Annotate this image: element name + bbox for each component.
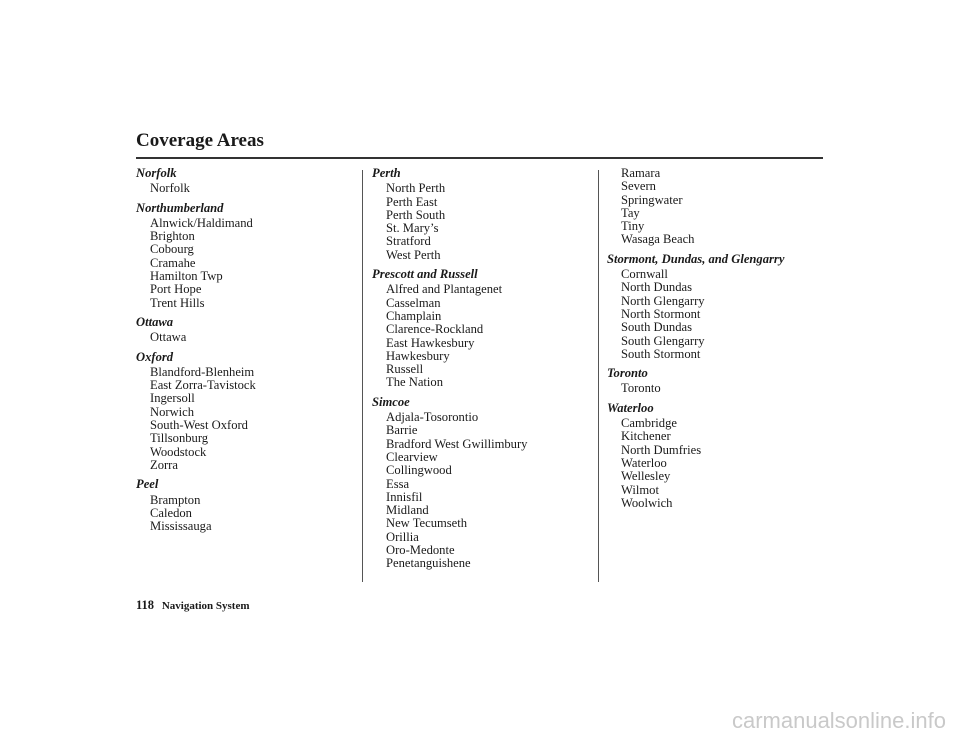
- municipality-item: Brighton: [150, 229, 195, 244]
- section-name: Navigation System: [161, 600, 250, 612]
- area-group: [136, 478, 356, 533]
- area-group: [372, 167, 592, 262]
- municipality-item: Woolwich: [621, 495, 673, 510]
- municipality-item: North Dundas: [621, 280, 693, 295]
- municipality-item: North Stormont: [621, 306, 701, 321]
- municipality-item: Essa: [386, 476, 410, 491]
- municipality-item: Clearview: [386, 449, 438, 464]
- region-heading: Prescott and Russell: [372, 267, 478, 282]
- area-group: [372, 396, 592, 571]
- column-3: [607, 167, 827, 516]
- page-title: Coverage Areas: [136, 130, 264, 151]
- municipality-item: Woodstock: [150, 444, 207, 459]
- watermark: carmanualsonline.info: [731, 708, 946, 733]
- municipality-item: Hamilton Twp: [150, 269, 223, 284]
- municipality-item: Waterloo: [621, 455, 667, 470]
- municipality-item: West Perth: [386, 247, 441, 262]
- municipality-item: Hawkesbury: [386, 348, 450, 363]
- municipality-item: Ingersoll: [150, 391, 195, 406]
- municipality-item: South Dundas: [621, 320, 693, 335]
- municipality-item: Severn: [621, 179, 656, 194]
- municipality-item: Ramara: [621, 166, 661, 180]
- area-group: [372, 268, 592, 390]
- title-rule: [136, 157, 823, 159]
- municipality-item: Zorra: [150, 457, 178, 472]
- municipality-item: Orillia: [386, 529, 419, 544]
- municipality-item: Cambridge: [621, 416, 677, 431]
- municipality-item: South-West Oxford: [150, 418, 248, 433]
- municipality-item: Stratford: [386, 234, 431, 249]
- municipality-item: Caledon: [150, 505, 192, 520]
- municipality-item: St. Mary’s: [386, 221, 439, 236]
- column-1: [136, 167, 356, 539]
- municipality-item: Blandford-Blenheim: [150, 364, 255, 379]
- municipality-item: Ottawa: [150, 330, 187, 345]
- municipality-item: Collingwood: [386, 463, 452, 478]
- municipality-item: Russell: [386, 362, 424, 377]
- area-group: [136, 202, 356, 310]
- region-heading: Perth: [372, 166, 401, 180]
- municipality-item: North Perth: [386, 181, 446, 196]
- area-group: [607, 167, 827, 247]
- municipality-item: North Dumfries: [621, 442, 702, 457]
- municipality-item: Tay: [621, 205, 640, 220]
- page-number: 118: [136, 598, 155, 612]
- region-heading: Stormont, Dundas, and Glengarry: [607, 251, 785, 266]
- area-group: [607, 402, 827, 510]
- municipality-item: Champlain: [386, 308, 442, 323]
- municipality-item: Midland: [386, 503, 429, 518]
- region-heading: Norfolk: [136, 166, 177, 180]
- region-heading: Simcoe: [372, 394, 410, 409]
- municipality-item: Tillsonburg: [150, 431, 209, 446]
- region-heading: Northumberland: [136, 200, 224, 215]
- municipality-item: Mississauga: [150, 519, 212, 534]
- region-heading: Oxford: [136, 349, 174, 364]
- municipality-item: Tiny: [621, 219, 645, 234]
- municipality-item: East Hawkesbury: [386, 335, 475, 350]
- region-heading: Peel: [136, 477, 159, 492]
- municipality-item: The Nation: [386, 375, 444, 390]
- municipality-item: Alnwick/Haldimand: [150, 215, 253, 230]
- municipality-item: Barrie: [386, 423, 418, 438]
- municipality-item: North Glengarry: [621, 293, 705, 308]
- municipality-item: East Zorra-Tavistock: [150, 378, 256, 393]
- municipality-item: Adjala-Tosorontio: [386, 410, 479, 425]
- municipality-item: Clarence-Rockland: [386, 322, 484, 337]
- area-group: [136, 167, 356, 196]
- column-2: [372, 167, 592, 577]
- municipality-item: Innisfil: [386, 489, 423, 504]
- area-group: [136, 316, 356, 345]
- column-divider-2: [598, 170, 599, 582]
- municipality-item: Toronto: [621, 381, 661, 396]
- column-divider-1: [362, 170, 363, 582]
- municipality-item: Perth South: [386, 207, 446, 222]
- municipality-item: Wilmot: [621, 482, 659, 497]
- region-heading: Waterloo: [607, 400, 654, 415]
- municipality-item: Penetanguishene: [386, 556, 471, 571]
- municipality-item: Casselman: [386, 295, 441, 310]
- area-group: [136, 351, 356, 473]
- municipality-item: Wasaga Beach: [621, 232, 695, 247]
- region-heading: Ottawa: [136, 314, 174, 329]
- municipality-item: Norwich: [150, 404, 195, 419]
- municipality-item: Perth East: [386, 194, 438, 209]
- municipality-item: Wellesley: [621, 469, 671, 484]
- area-group: [607, 253, 827, 361]
- municipality-item: Oro-Medonte: [386, 543, 455, 558]
- municipality-item: South Glengarry: [621, 333, 705, 348]
- municipality-item: Bradford West Gwillimbury: [386, 436, 528, 451]
- municipality-item: Kitchener: [621, 429, 671, 444]
- municipality-item: Port Hope: [150, 282, 202, 297]
- region-heading: Toronto: [607, 366, 648, 381]
- municipality-item: Norfolk: [150, 181, 190, 196]
- municipality-item: Brampton: [150, 492, 201, 507]
- municipality-item: Cramahe: [150, 255, 196, 270]
- municipality-item: Cornwall: [621, 267, 668, 282]
- municipality-item: New Tecumseth: [386, 516, 468, 531]
- area-group: [607, 367, 827, 396]
- municipality-item: Cobourg: [150, 242, 194, 257]
- municipality-item: Trent Hills: [150, 295, 205, 310]
- page-footer: [136, 598, 250, 613]
- municipality-item: Alfred and Plantagenet: [386, 282, 503, 297]
- municipality-item: Springwater: [621, 192, 683, 207]
- municipality-item: South Stormont: [621, 346, 701, 361]
